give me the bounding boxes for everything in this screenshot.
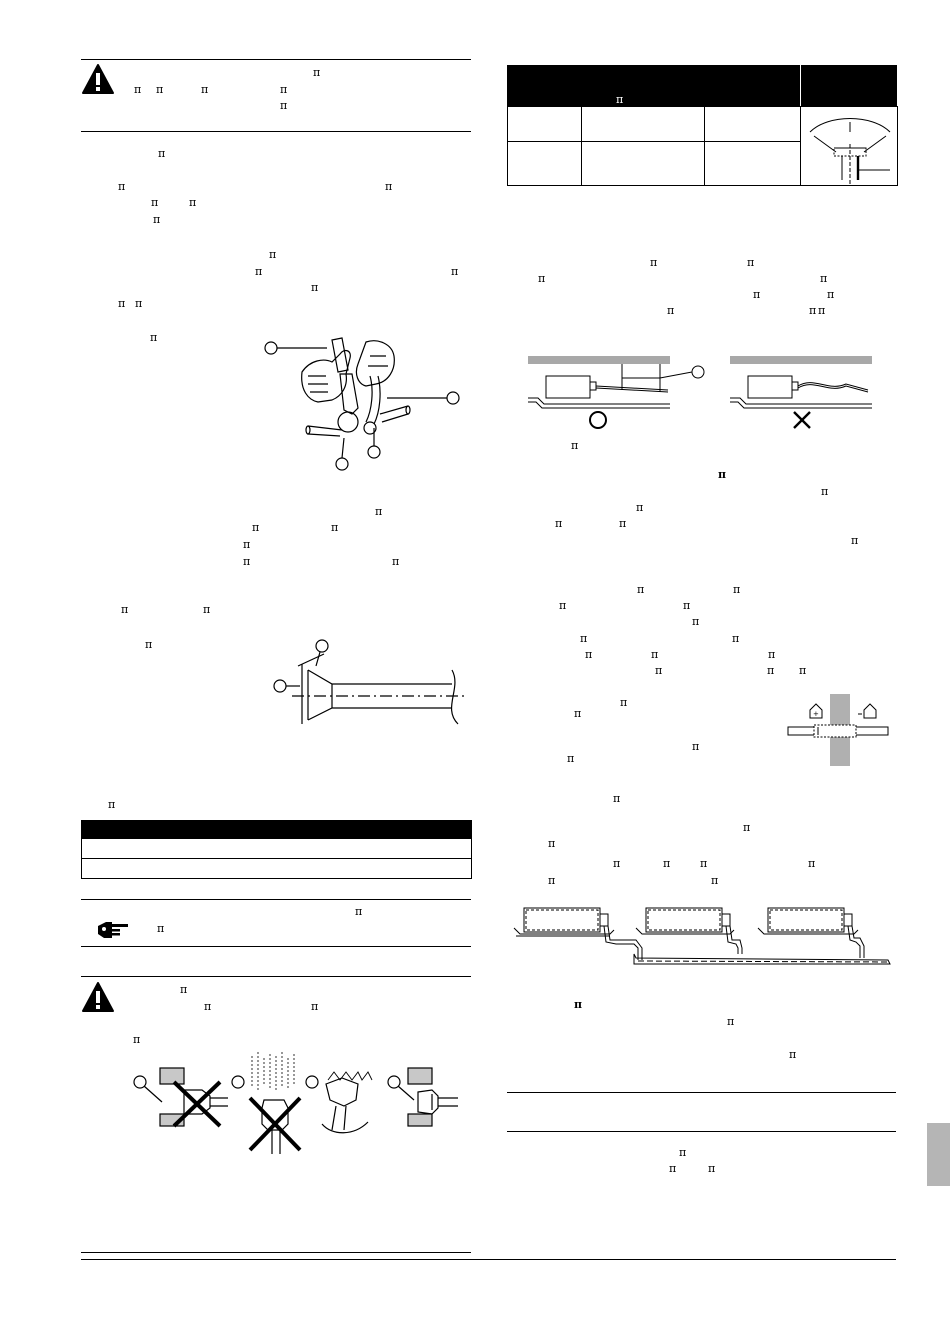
right-table-col-divider <box>581 106 582 186</box>
warning-top-rule <box>81 59 471 60</box>
glyph-pi: π <box>651 648 659 661</box>
glyph-pi: π <box>385 180 393 193</box>
glyph-pi: π <box>571 439 579 452</box>
glyph-pi: π <box>636 501 644 514</box>
glyph-pi: π <box>555 517 563 530</box>
glyph-pi: π <box>150 331 158 344</box>
glyph-pi: π <box>732 632 740 645</box>
glyph-pi: π <box>585 648 593 661</box>
glyph-pi: π <box>679 1146 687 1159</box>
figure-wrenches <box>262 330 462 472</box>
glyph-pi: π <box>559 599 567 612</box>
warning-bottom-rule <box>81 131 471 132</box>
glyph-pi: π <box>851 534 859 547</box>
glyph-pi: π <box>156 83 164 96</box>
glyph-pi: π <box>118 297 126 310</box>
left-bottom-rule <box>81 1252 471 1253</box>
glyph-pi: π <box>243 555 251 568</box>
right-table-col-divider <box>800 106 801 186</box>
figure-flare-angle <box>804 110 896 184</box>
glyph-pi: π <box>619 517 627 530</box>
glyph-pi: π <box>151 196 159 209</box>
glyph-pi: π <box>613 857 621 870</box>
glyph-pi: π <box>538 272 546 285</box>
glyph-pi: π <box>768 648 776 661</box>
warning-triangle-icon <box>82 982 114 1012</box>
glyph-pi: π <box>243 538 251 551</box>
glyph-pi: π <box>269 248 277 261</box>
figure-wall <box>788 694 888 766</box>
pointing-hand-icon <box>96 918 130 940</box>
glyph-pi: π <box>669 1162 677 1175</box>
glyph-pi: π <box>753 288 761 301</box>
glyph-pi: π <box>548 874 556 887</box>
glyph-pi: π <box>637 583 645 596</box>
glyph-pi: π <box>616 93 624 106</box>
glyph-pi: π <box>451 265 459 278</box>
glyph-pi: π <box>733 583 741 596</box>
glyph-pi: π <box>683 599 691 612</box>
figure-units <box>514 906 892 968</box>
svg-text:+: + <box>813 710 819 718</box>
table-row-divider <box>81 858 472 859</box>
glyph-pi: π <box>820 272 828 285</box>
glyph-pi: π <box>650 256 658 269</box>
note-top-rule <box>81 899 471 900</box>
footer-rule <box>81 1259 896 1260</box>
glyph-pi: π <box>747 256 755 269</box>
warning-triangle-icon <box>82 64 114 94</box>
figure-flare <box>272 638 472 738</box>
right-table-col-divider <box>704 106 705 186</box>
glyph-pi: π <box>118 180 126 193</box>
glyph-pi: π <box>121 603 129 616</box>
glyph-pi: π <box>743 821 751 834</box>
glyph-pi: π <box>355 905 363 918</box>
glyph-pi: π <box>252 521 260 534</box>
right-table-row-divider <box>507 141 801 142</box>
glyph-pi: π <box>280 83 288 96</box>
glyph-pi: π <box>789 1048 797 1061</box>
glyph-pi: π <box>548 837 556 850</box>
glyph-pi: π <box>134 83 142 96</box>
glyph-pi: π <box>727 1015 735 1028</box>
figure-ok-ng <box>528 352 878 432</box>
right-rule <box>507 1092 896 1093</box>
glyph-pi: π <box>818 304 826 317</box>
page-tab <box>927 1123 950 1186</box>
glyph-pi: π <box>620 696 628 709</box>
note-bottom-rule <box>81 946 471 947</box>
glyph-pi: π <box>580 632 588 645</box>
glyph-pi: π <box>667 304 675 317</box>
glyph-pi: π <box>108 798 116 811</box>
glyph-pi: π <box>708 1162 716 1175</box>
warning2-top-rule <box>81 976 471 977</box>
figure-dont <box>132 1050 472 1160</box>
right-table-header-divider <box>800 65 801 107</box>
right-table-header <box>507 65 897 107</box>
glyph-pi: π <box>392 555 400 568</box>
glyph-pi: π <box>204 1000 212 1013</box>
glyph-pi: π <box>313 66 321 79</box>
glyph-pi: π <box>613 792 621 805</box>
glyph-pi: π <box>157 922 165 935</box>
glyph-pi: π <box>711 874 719 887</box>
glyph-pi: π <box>700 857 708 870</box>
glyph-pi: π <box>655 664 663 677</box>
glyph-pi: π <box>135 297 143 310</box>
glyph-pi: π <box>189 196 197 209</box>
glyph-pi: π <box>567 752 575 765</box>
glyph-pi: π <box>574 707 582 720</box>
glyph-pi: π <box>311 281 319 294</box>
glyph-pi: π <box>255 265 263 278</box>
glyph-pi: π <box>201 83 209 96</box>
glyph-pi: π <box>311 1000 319 1013</box>
glyph-pi: π <box>799 664 807 677</box>
glyph-pi: π <box>145 638 153 651</box>
glyph-pi: π <box>280 99 288 112</box>
glyph-pi: π <box>767 664 775 677</box>
glyph-pi: π <box>331 521 339 534</box>
glyph-pi: π <box>821 485 829 498</box>
glyph-pi: π <box>133 1033 141 1046</box>
glyph-pi-bold: π <box>718 468 727 481</box>
glyph-pi: π <box>180 983 188 996</box>
glyph-pi-bold: π <box>574 998 583 1011</box>
glyph-pi: π <box>158 147 166 160</box>
glyph-pi: π <box>827 288 835 301</box>
glyph-pi: π <box>692 740 700 753</box>
table-header-bar <box>81 820 472 839</box>
glyph-pi: π <box>375 505 383 518</box>
glyph-pi: π <box>203 603 211 616</box>
glyph-pi: π <box>153 213 161 226</box>
glyph-pi: π <box>808 857 816 870</box>
glyph-pi: π <box>663 857 671 870</box>
glyph-pi: π <box>809 304 817 317</box>
glyph-pi: π <box>692 615 700 628</box>
right-rule <box>507 1131 896 1132</box>
